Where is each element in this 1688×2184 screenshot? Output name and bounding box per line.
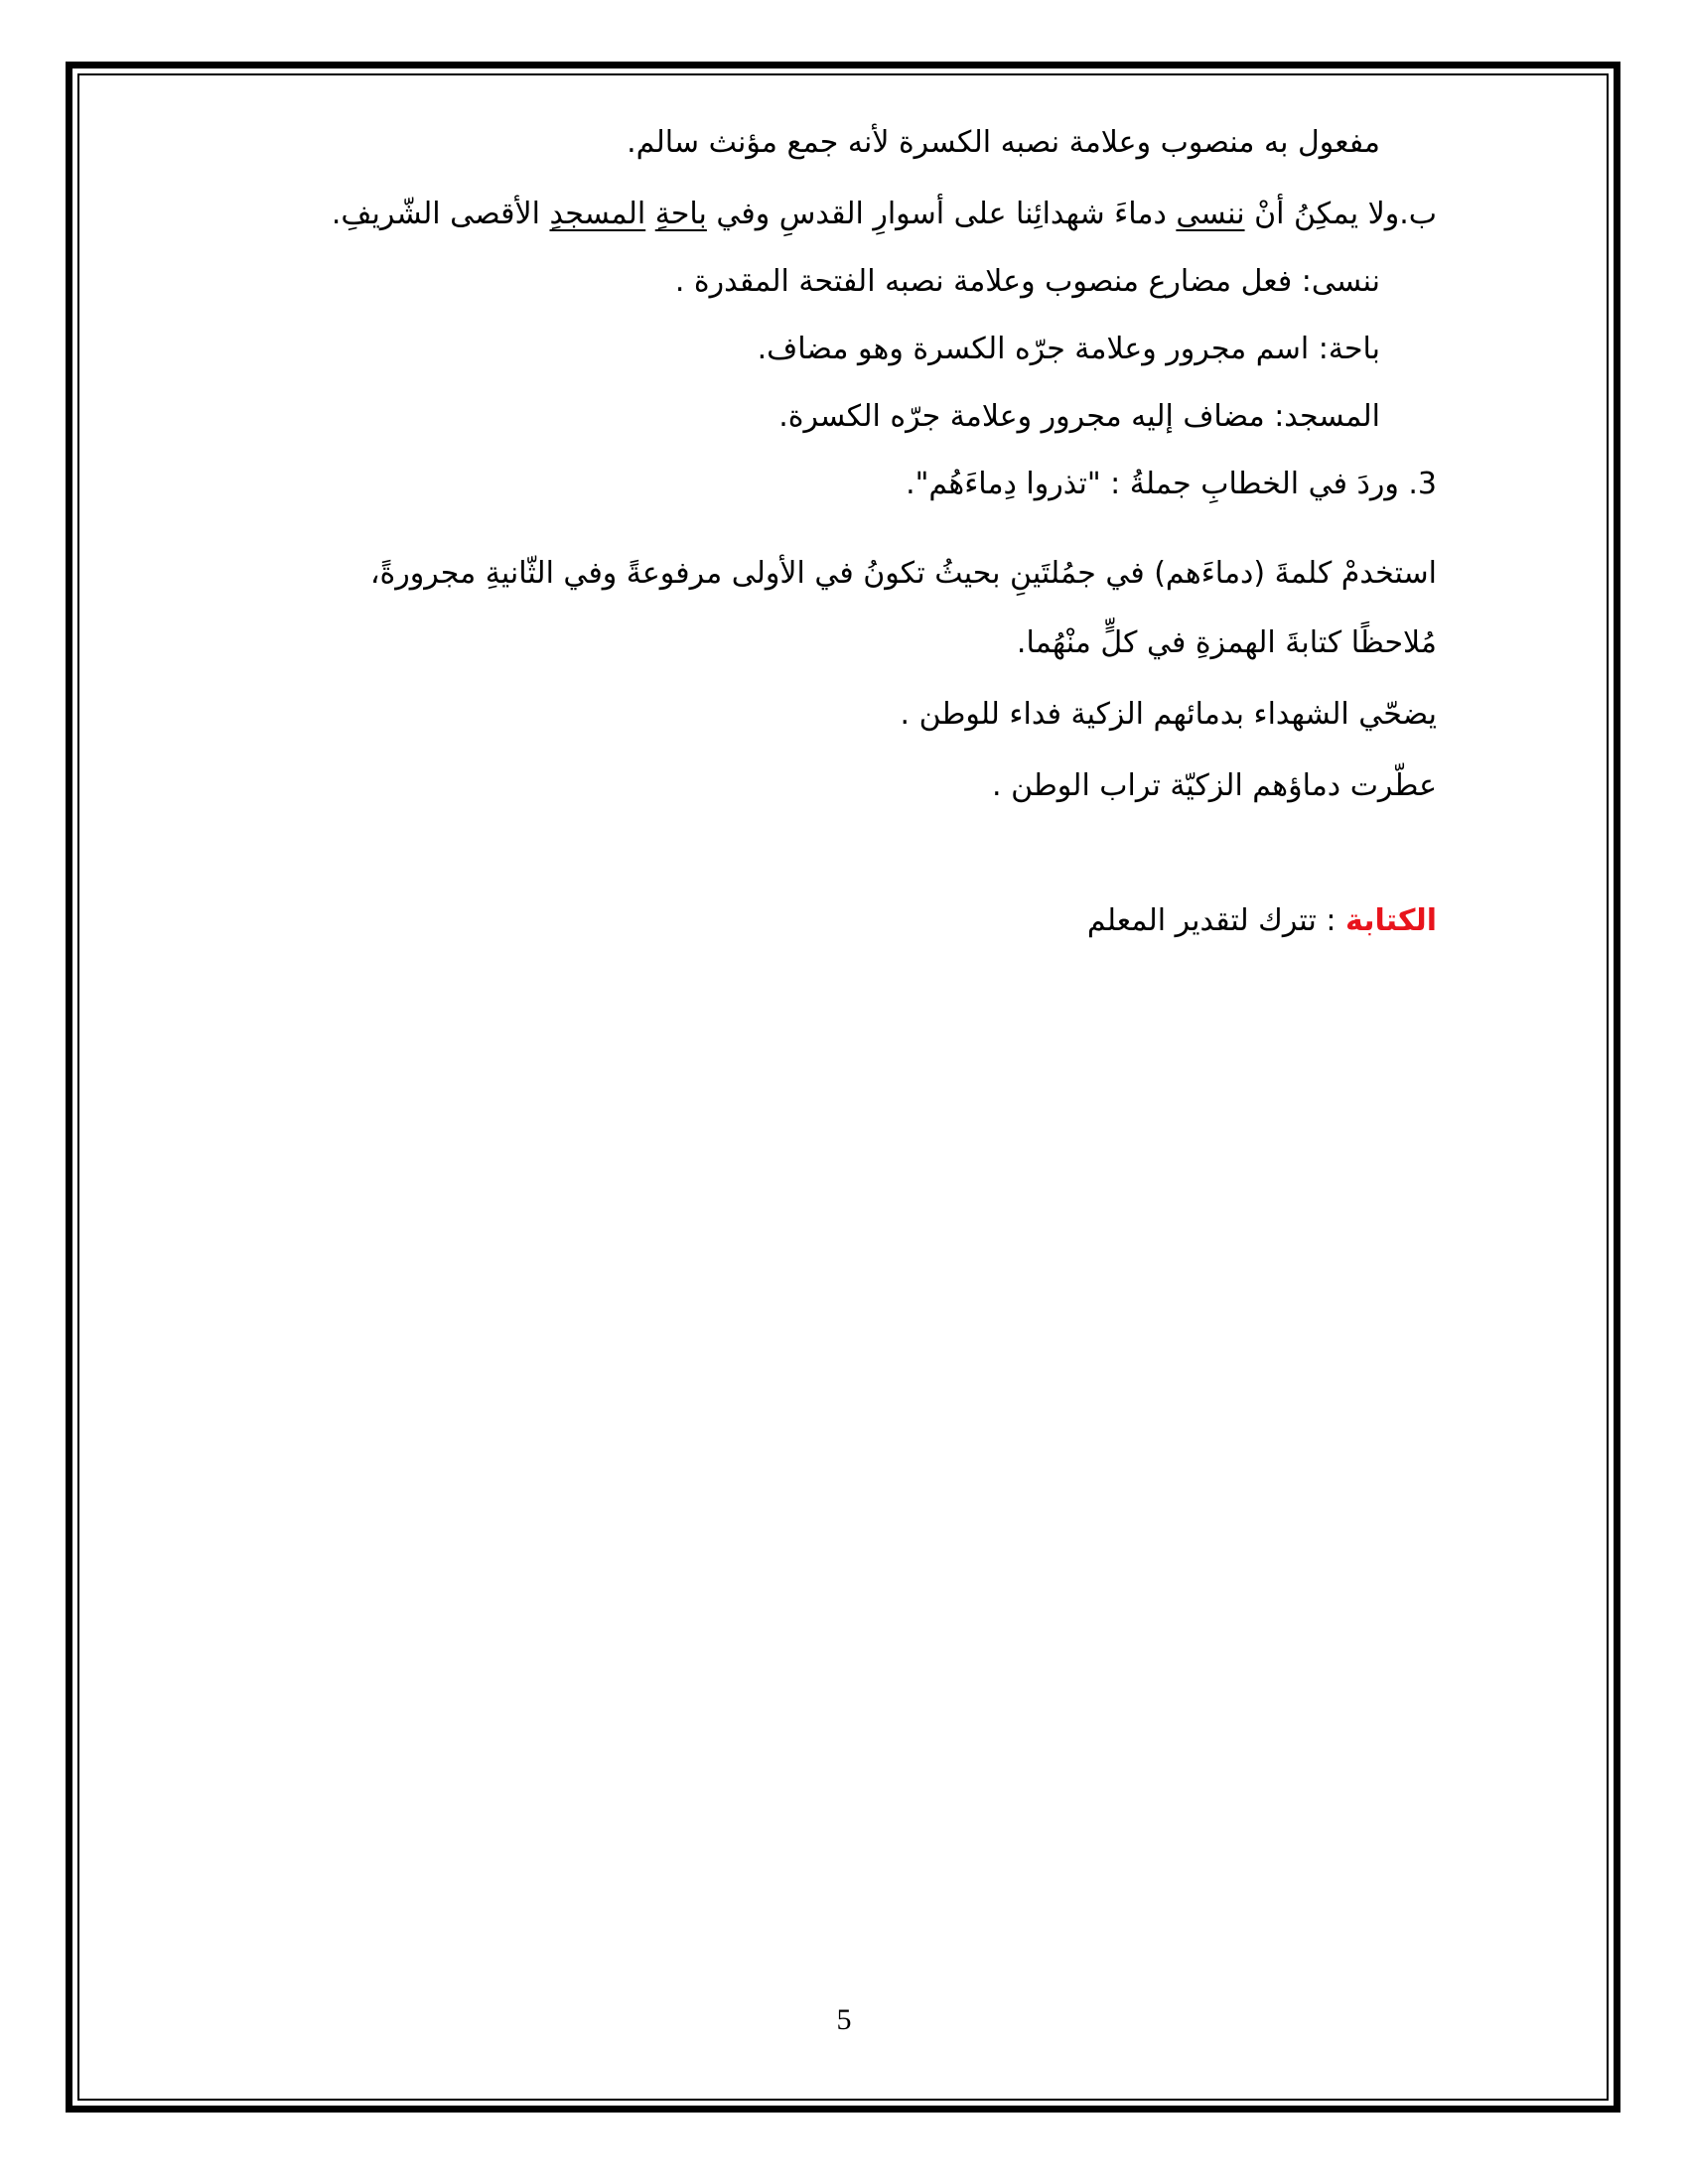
writing-label: الكتابة <box>1345 903 1437 938</box>
text-line-4: باحة: اسم مجرور وعلامة جرّه الكسرة وهو مضاف. <box>757 332 1380 366</box>
page-border-inner <box>77 73 1609 2101</box>
writing-section <box>1087 899 1437 943</box>
text-line-5: المسجد: مضاف إليه مجرور وعلامة جرّه الكسرة. <box>778 399 1380 434</box>
writing-text: : تترك لتقدير المعلم <box>1086 903 1346 938</box>
text-line-10: عطّرت دماؤهم الزكيّة تراب الوطن . <box>992 768 1437 803</box>
text-segment: الأقصى الشّريفِ. <box>331 197 550 231</box>
text-line-7: استخدمْ كلمةَ (دماءَهم) في جمُلتَينِ بحيثُ تكونُ في الأولى مرفوعةً وفي الثّانيةِ مجرورةً، <box>369 556 1437 591</box>
text-line-3: ننسى: فعل مضارع منصوب وعلامة نصبه الفتحة المقدرة . <box>674 264 1380 299</box>
text-line-2 <box>332 193 1437 236</box>
underlined-word-baha: باحةِ <box>654 197 707 231</box>
underlined-word-nansa: ننسى <box>1176 197 1245 231</box>
page-number: 5 <box>836 2003 852 2036</box>
underlined-word-masjid: المسجدِ <box>549 197 646 231</box>
text-line-9: يضحّي الشهداء بدمائهم الزكية فداء للوطن . <box>900 697 1437 732</box>
text-segment <box>645 197 655 231</box>
text-segment: دماءَ شهدائِنا على أسوارِ القدسِ وفي <box>706 197 1177 231</box>
text-segment: ب.ولا يمكِنُ أنْ <box>1244 197 1437 231</box>
text-line-8: مُلاحظًا كتابةَ الهمزةِ في كلٍّ منْهُما. <box>1016 625 1437 660</box>
text-line-6: 3. وردَ في الخطابِ جملةُ : "تذروا دِماءَهُم". <box>906 467 1437 501</box>
text-line-1: مفعول به منصوب وعلامة نصبه الكسرة لأنه جمع مؤنث سالم. <box>627 125 1380 160</box>
